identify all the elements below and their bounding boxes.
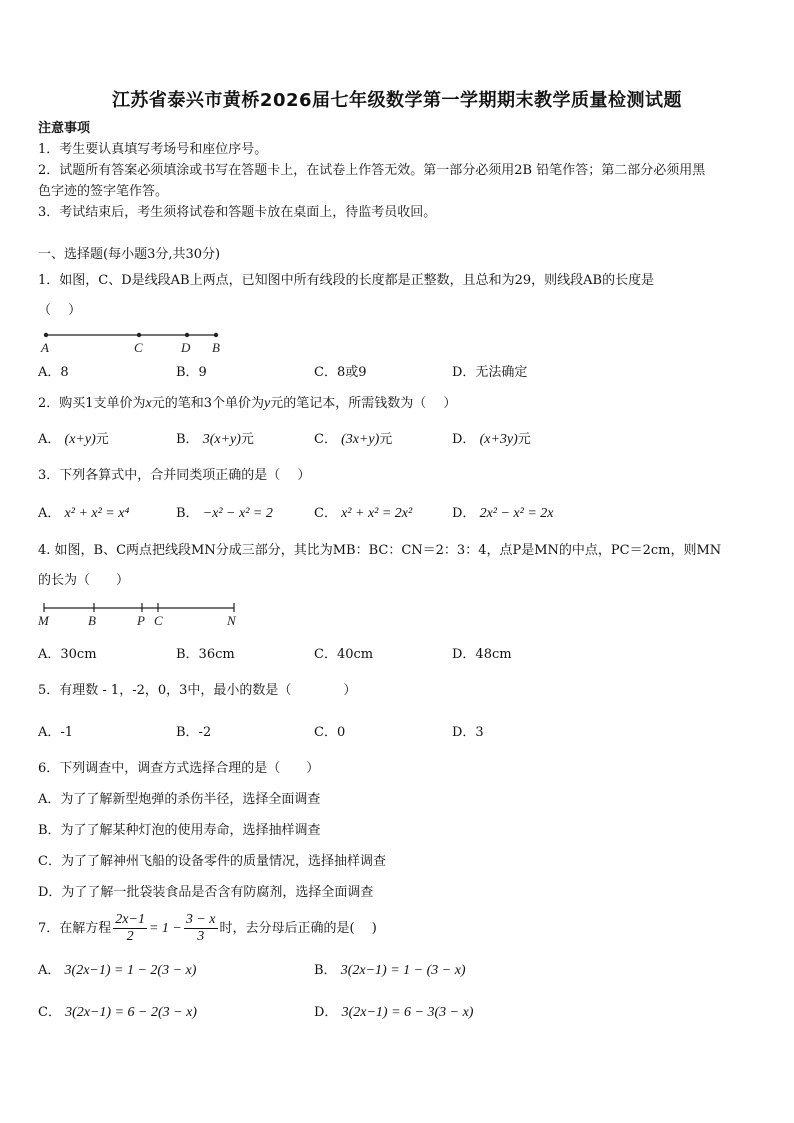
segment-figure-1 xyxy=(38,326,238,356)
section-heading: 一、选择题(每小题3分,共30分) xyxy=(38,247,221,262)
variable-y: y xyxy=(264,396,271,411)
point-label-b: B xyxy=(88,613,96,628)
option-a: A．8 xyxy=(38,365,69,380)
question-2-stem xyxy=(38,395,456,413)
point-label-m: M xyxy=(38,613,49,628)
option-d: D． 3(2x−1) = 6 − 3(3 − x) xyxy=(314,1005,474,1020)
option-a: A． x² + x² = x⁴ xyxy=(38,506,130,521)
option-d: D．3 xyxy=(452,725,484,740)
page-title: 江苏省泰兴市黄桥2026届七年级数学第一学期期末教学质量检测试题 xyxy=(111,90,683,111)
option-c: C．0 xyxy=(314,725,346,740)
option-c: C． x² + x² = 2x² xyxy=(314,506,413,521)
option-d: D． (x+3y)元 xyxy=(452,432,531,447)
point-label-b: B xyxy=(212,340,220,355)
point-label-a: A xyxy=(41,340,49,355)
stem-part: 7．在解方程 xyxy=(38,921,112,936)
option-d: D．为了了解一批袋装食品是否含有防腐剂，选择全面调查 xyxy=(38,885,374,900)
option-a: A．30cm xyxy=(38,647,97,662)
option-b: B．36cm xyxy=(176,647,235,662)
point-label-n: N xyxy=(227,613,236,628)
stem-part: 2．购买1支单价为 xyxy=(38,396,146,411)
question-1-paren: （ ） xyxy=(38,303,82,318)
stem-part: 元的笔记本，所需钱数为（ ） xyxy=(270,396,457,411)
option-b: B．-2 xyxy=(176,725,212,740)
question-6-stem: 6．下列调查中，调查方式选择合理的是（ ） xyxy=(38,761,320,776)
option-c: C．为了了解神州飞船的设备零件的质量情况，选择抽样调查 xyxy=(38,854,386,869)
option-c: C．8或9 xyxy=(314,365,367,380)
option-c: C．40cm xyxy=(314,647,374,662)
stem-part: 时，去分母后正确的是( ) xyxy=(219,921,377,936)
question-3-stem: 3．下列各算式中，合并同类项正确的是（ ） xyxy=(38,468,311,483)
question-7-stem xyxy=(38,909,377,949)
option-c: C． 3(2x−1) = 6 − 2(3 − x) xyxy=(38,1005,197,1020)
notice-item: 2．试题所有答案必须填涂或书写在答题卡上，在试卷上作答无效。第一部分必须用2B 铅笔作答；第二部分必须用黑 xyxy=(38,163,706,178)
option-c: C． (3x+y)元 xyxy=(314,432,393,447)
point-label-p: P xyxy=(137,613,145,628)
option-b: B．为了了解某种灯泡的使用寿命，选择抽样调查 xyxy=(38,823,321,838)
option-b: B． 3(2x−1) = 1 − (3 − x) xyxy=(314,963,466,978)
question-1-stem: 1．如图，C、D是线段AB上两点，已知图中所有线段的长度都是正整数，且总和为29，则线段AB的长度是 xyxy=(38,273,655,288)
option-b: B． 3(x+y)元 xyxy=(176,432,254,447)
option-a: A．为了了解新型炮弹的杀伤半径，选择全面调查 xyxy=(38,792,321,807)
option-d: D．48cm xyxy=(452,647,512,662)
notice-item: 3．考试结束后，考生须将试卷和答题卡放在桌面上，待监考员收回。 xyxy=(38,205,437,220)
notice-item: 1．考生要认真填写考场号和座位序号。 xyxy=(38,142,268,157)
option-d: D．无法确定 xyxy=(452,365,528,380)
option-a: A．-1 xyxy=(38,725,74,740)
notice-heading: 注意事项 xyxy=(38,121,91,136)
segment-figure-4 xyxy=(38,600,248,630)
option-a: A． 3(2x−1) = 1 − 2(3 − x) xyxy=(38,963,197,978)
fraction-left: $\frac{2x-1}{2}$ xyxy=(115,912,145,944)
point-label-d: D xyxy=(181,340,191,355)
option-b: B． −x² − x² = 2 xyxy=(176,506,273,521)
option-a: A． (x+y)元 xyxy=(38,432,109,447)
notice-item: 色字迹的签字笔作答。 xyxy=(38,184,169,199)
stem-part: 元的笔和3个单价为 xyxy=(151,396,265,411)
option-b: B．9 xyxy=(176,365,207,380)
question-4-stem-continued: 的长为（ ） xyxy=(38,573,130,588)
equation-middle: = 1 − xyxy=(148,921,182,936)
variable-x: x xyxy=(145,396,152,411)
question-5-stem: 5．有理数 - 1，-2，0，3中，最小的数是（ ） xyxy=(38,683,357,698)
fraction-right: $\frac{3 - x}{3}$ xyxy=(185,912,216,944)
point-label-c: C xyxy=(134,340,143,355)
option-d: D． 2x² − x² = 2x xyxy=(452,506,554,521)
question-4-stem: 4. 如图，B、C两点把线段MN分成三部分，其比为MB：BC：CN＝2：3：4，点P是MN的中点，PC＝2cm，则MN xyxy=(38,543,722,558)
point-label-c: C xyxy=(154,613,163,628)
